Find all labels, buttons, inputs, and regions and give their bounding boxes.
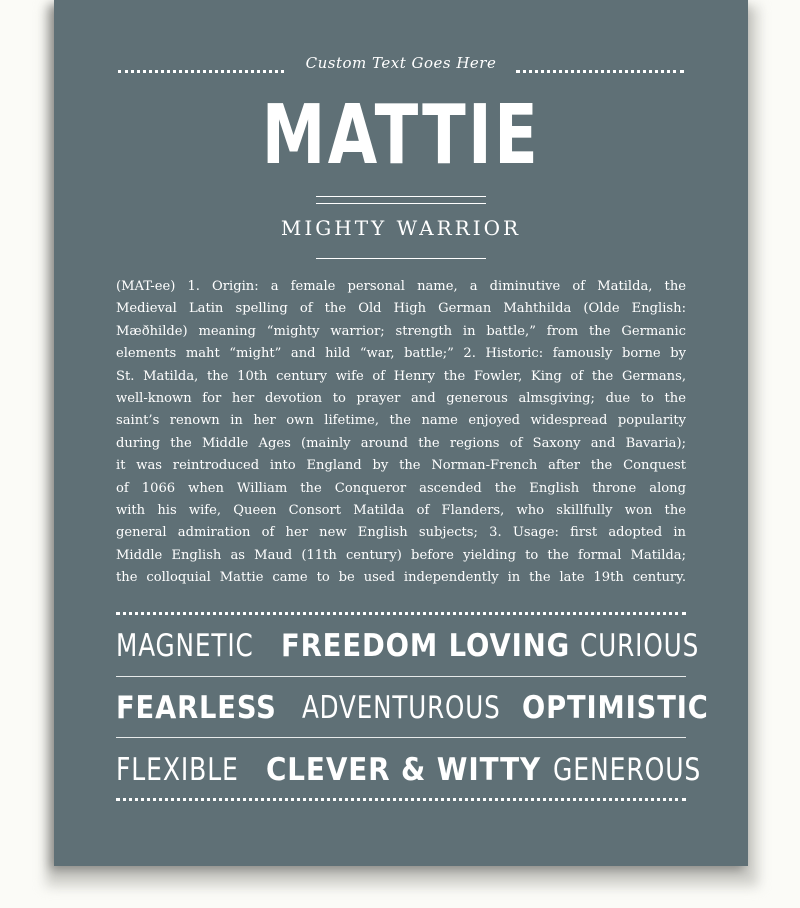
trait-word: FREEDOM LOVING [281, 628, 571, 664]
description-line: (MAT-ee) 1. Origin: a female personal name, a diminutive of Matilda, the [116, 279, 686, 294]
name-title: MATTIE [261, 88, 541, 183]
trait-row-rule [116, 737, 686, 738]
description-line: with his wife, Queen Consort Matilda of Flanders, who skillfully won the [116, 503, 686, 519]
trait-word: OPTIMISTIC [521, 690, 709, 726]
name-meaning: MIGHTY WARRIOR [280, 216, 522, 240]
trait-word: FEARLESS [116, 690, 277, 726]
description-line: during the Middle Ages (mainly around the regions of Saxony and Bavaria); [116, 435, 686, 451]
trait-word: MAGNETIC [116, 628, 254, 664]
title-rule-middle [316, 203, 486, 204]
trait-word: FLEXIBLE [116, 752, 239, 788]
trait-word: GENEROUS [553, 752, 702, 788]
custom-tagline: Custom Text Goes Here [305, 54, 497, 72]
trait-word: CLEVER & WITTY [266, 752, 542, 788]
title-rule-upper [316, 196, 486, 197]
dotted-divider-traits-bottom [116, 798, 686, 801]
dotted-divider-traits-top [116, 612, 686, 615]
trait-row-2 [116, 686, 709, 730]
trait-word: ADVENTUROUS [302, 690, 501, 726]
description-line: Medieval Latin spelling of the Old High German Mahthilda (Olde English: [116, 301, 686, 317]
description-line: St. Matilda, the 10th century wife of Henry the Fowler, King of the Germans, [116, 368, 686, 384]
trait-row-3 [116, 748, 702, 792]
name-description [116, 276, 686, 590]
description-line: of 1066 when William the Conqueror ascended the English throne along [116, 480, 686, 496]
meaning-rule [316, 258, 486, 259]
description-line: the colloquial Mattie came to be used independently in the late 19th century. [116, 570, 686, 586]
description-line: elements maht “might” and hild “war, battle;” 2. Historic: famously borne by [116, 346, 686, 362]
description-line: saint’s renown in her own lifetime, the name enjoyed widespread popularity [116, 413, 686, 429]
dotted-divider-right [516, 70, 684, 73]
trait-word: CURIOUS [580, 628, 700, 664]
description-line: well-known for her devotion to prayer and generous almsgiving; due to the [116, 391, 686, 407]
trait-row-1 [116, 624, 700, 668]
description-line: general admiration of her new English subjects; 3. Usage: first adopted in [116, 525, 686, 541]
name-poster [54, 0, 748, 866]
description-line: it was reintroduced into England by the Norman-French after the Conquest [116, 458, 686, 474]
trait-row-rule [116, 676, 686, 677]
description-line: Middle English as Maud (11th century) before yielding to the formal Matilda; [116, 547, 686, 563]
description-line: Mæðhilde) meaning “mighty warrior; strength in battle,” from the Germanic [116, 323, 686, 339]
